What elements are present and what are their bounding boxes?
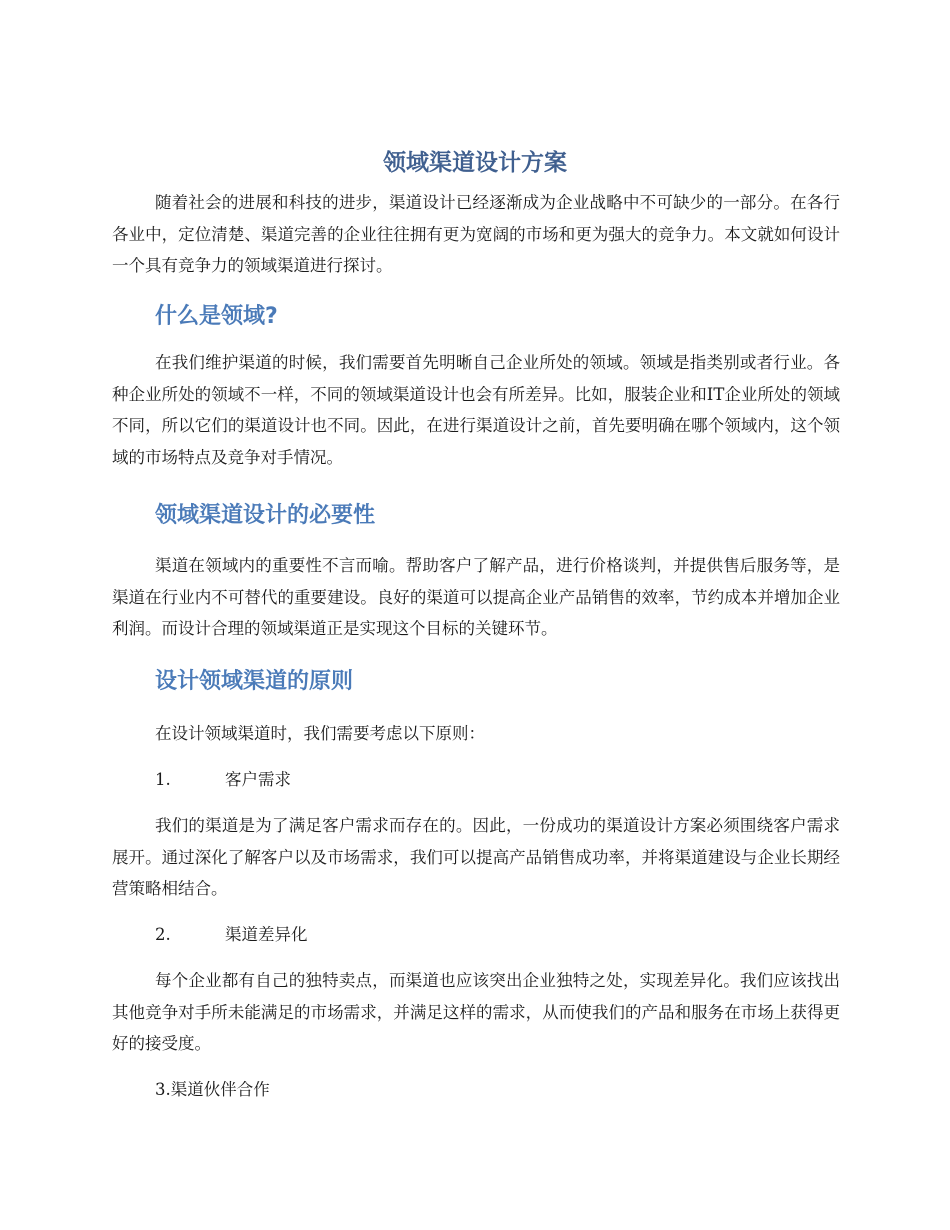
section-body-necessity: 渠道在领域内的重要性不言而喻。帮助客户了解产品，进行价格谈判，并提供售后服务等，是渠道在行业内不可替代的重要建设。良好的渠道可以提高企业产品销售的效率，节约成本并增加企业利润。而设计合理的领域渠道正是实现这个目标的关键环节。 [112, 556, 840, 638]
principle-item-2 [155, 919, 308, 951]
principle-item-3: 3.渠道伙伴合作 [155, 1080, 270, 1099]
section-heading-principles: 设计领域渠道的原则 [155, 669, 354, 694]
principle-body-1: 我们的渠道是为了满足客户需求而存在的。因此，一份成功的渠道设计方案必须围绕客户需求展开。通过深化了解客户以及市场需求，我们可以提高产品销售成功率，并将渠道建设与企业长期经营策略相结合。 [112, 816, 840, 898]
section-body-what-is-domain: 在我们维护渠道的时候，我们需要首先明晰自己企业所处的领域。领域是指类别或者行业。各种企业所处的领域不一样，不同的领域渠道设计也会有所差异。比如，服装企业和IT企业所处的领域不同，所以它们的渠道设计也不同。因此，在进行渠道设计之前，首先要明确在哪个领域内，这个领域的市场特点及竞争对手情况。 [112, 353, 840, 467]
document-title: 领域渠道设计方案 [383, 150, 567, 176]
section-heading-necessity: 领域渠道设计的必要性 [155, 503, 376, 528]
section-heading-what-is-domain: 什么是领域? [155, 304, 278, 329]
principles-intro: 在设计领域渠道时，我们需要考虑以下原则： [155, 724, 485, 743]
principle-number: 1. [155, 770, 171, 789]
principle-item-1 [155, 764, 291, 796]
principle-label: 渠道差异化 [225, 925, 308, 944]
principle-body-2: 每个企业都有自己的独特卖点，而渠道也应该突出企业独特之处，实现差异化。我们应该找出其他竞争对手所未能满足的市场需求，并满足这样的需求，从而使我们的产品和服务在市场上获得更好的接受度。 [112, 971, 840, 1053]
intro-paragraph: 随着社会的进展和科技的进步，渠道设计已经逐渐成为企业战略中不可缺少的一部分。在各行各业中，定位清楚、渠道完善的企业往往拥有更为宽阔的市场和更为强大的竞争力。本文就如何设计一个具有竞争力的领域渠道进行探讨。 [112, 193, 840, 275]
principle-label: 客户需求 [225, 770, 291, 789]
principle-number: 2. [155, 925, 171, 944]
